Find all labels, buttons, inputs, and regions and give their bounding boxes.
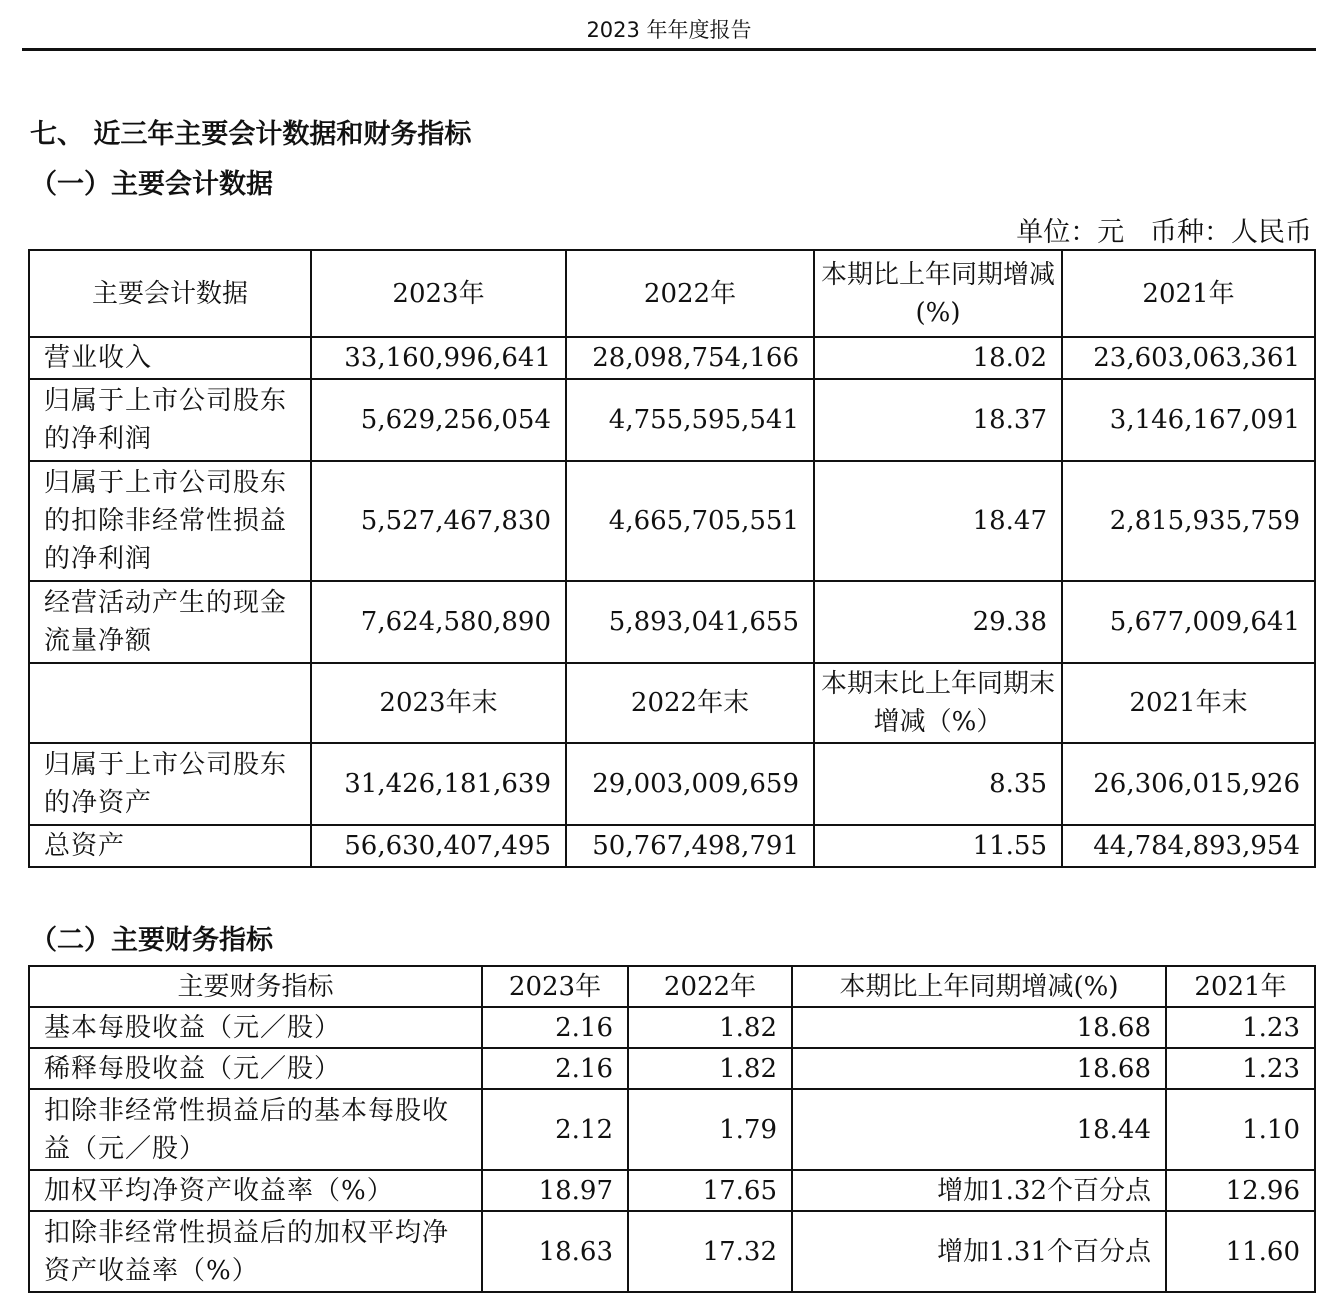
table-row xyxy=(29,1007,1315,1048)
page-header: 2023 年年度报告 xyxy=(586,18,752,42)
table-row xyxy=(29,379,1315,461)
value-cell: 18.68 xyxy=(792,1048,1166,1089)
row-label-cell: 归属于上市公司股东的净利润 xyxy=(29,379,311,461)
table-row xyxy=(29,581,1315,663)
value-cell: 2,815,935,759 xyxy=(1062,461,1315,581)
row-label-cell: 加权平均净资产收益率（%） xyxy=(29,1170,482,1211)
value-cell: 4,755,595,541 xyxy=(566,379,814,461)
value-cell: 18.68 xyxy=(792,1007,1166,1048)
value-cell: 12.96 xyxy=(1166,1170,1315,1211)
header-row xyxy=(29,966,1315,1007)
value-cell: 增加1.32个百分点 xyxy=(792,1170,1166,1211)
value-cell: 31,426,181,639 xyxy=(311,743,566,825)
main-financial-indicators-table xyxy=(28,965,1316,1293)
value-cell: 7,624,580,890 xyxy=(311,581,566,663)
value-cell: 56,630,407,495 xyxy=(311,825,566,867)
value-cell: 23,603,063,361 xyxy=(1062,337,1315,379)
value-cell: 26,306,015,926 xyxy=(1062,743,1315,825)
header-cell: 2021年 xyxy=(1062,250,1315,337)
header-cell: 2023年末 xyxy=(311,663,566,743)
row-label-cell: 总资产 xyxy=(29,825,311,867)
header-row xyxy=(29,663,1315,743)
table-row xyxy=(29,743,1315,825)
value-cell: 11.55 xyxy=(814,825,1062,867)
header-cell: 2023年 xyxy=(311,250,566,337)
value-cell: 8.35 xyxy=(814,743,1062,825)
header-cell: 本期末比上年同期末增减（%） xyxy=(814,663,1062,743)
value-cell: 28,098,754,166 xyxy=(566,337,814,379)
value-cell: 29,003,009,659 xyxy=(566,743,814,825)
value-cell: 18.63 xyxy=(482,1211,628,1292)
table-row xyxy=(29,825,1315,867)
header-cell: 主要财务指标 xyxy=(29,966,482,1007)
table-row xyxy=(29,461,1315,581)
value-cell: 50,767,498,791 xyxy=(566,825,814,867)
table-row xyxy=(29,1089,1315,1170)
value-cell: 17.32 xyxy=(628,1211,792,1292)
value-cell: 1.79 xyxy=(628,1089,792,1170)
value-cell: 1.23 xyxy=(1166,1007,1315,1048)
value-cell: 18.44 xyxy=(792,1089,1166,1170)
value-cell: 18.37 xyxy=(814,379,1062,461)
value-cell: 11.60 xyxy=(1166,1211,1315,1292)
value-cell: 2.16 xyxy=(482,1007,628,1048)
header-cell: 本期比上年同期增减(%) xyxy=(792,966,1166,1007)
header-cell: 2022年末 xyxy=(566,663,814,743)
value-cell: 5,629,256,054 xyxy=(311,379,566,461)
value-cell: 33,160,996,641 xyxy=(311,337,566,379)
header-cell: 2023年 xyxy=(482,966,628,1007)
row-label-cell: 经营活动产生的现金流量净额 xyxy=(29,581,311,663)
value-cell: 1.82 xyxy=(628,1048,792,1089)
value-cell: 18.47 xyxy=(814,461,1062,581)
value-cell: 1.10 xyxy=(1166,1089,1315,1170)
row-label-cell: 基本每股收益（元／股） xyxy=(29,1007,482,1048)
value-cell: 1.23 xyxy=(1166,1048,1315,1089)
header-cell: 2022年 xyxy=(628,966,792,1007)
table-row xyxy=(29,1048,1315,1089)
main-accounting-data-table xyxy=(28,249,1316,868)
header-cell: 2021年末 xyxy=(1062,663,1315,743)
row-label-cell: 稀释每股收益（元／股） xyxy=(29,1048,482,1089)
row-label-cell: 扣除非经常性损益后的基本每股收益（元／股） xyxy=(29,1089,482,1170)
table-row xyxy=(29,1170,1315,1211)
value-cell: 5,893,041,655 xyxy=(566,581,814,663)
header-cell xyxy=(29,663,311,743)
value-cell: 增加1.31个百分点 xyxy=(792,1211,1166,1292)
value-cell: 2.16 xyxy=(482,1048,628,1089)
header-row xyxy=(29,250,1315,337)
section-title: 七、 近三年主要会计数据和财务指标 xyxy=(30,119,472,150)
value-cell: 2.12 xyxy=(482,1089,628,1170)
row-label-cell: 归属于上市公司股东的扣除非经常性损益的净利润 xyxy=(29,461,311,581)
row-label-cell: 扣除非经常性损益后的加权平均净资产收益率（%） xyxy=(29,1211,482,1292)
value-cell: 5,527,467,830 xyxy=(311,461,566,581)
header-divider xyxy=(22,48,1316,51)
value-cell: 3,146,167,091 xyxy=(1062,379,1315,461)
value-cell: 5,677,009,641 xyxy=(1062,581,1315,663)
table-row xyxy=(29,1211,1315,1292)
subsection-title-financial-indicators: （二）主要财务指标 xyxy=(30,925,273,956)
value-cell: 1.82 xyxy=(628,1007,792,1048)
unit-note: 单位：元 币种：人民币 xyxy=(1016,217,1312,248)
header-cell: 本期比上年同期增减(%) xyxy=(814,250,1062,337)
header-cell: 主要会计数据 xyxy=(29,250,311,337)
row-label-cell: 营业收入 xyxy=(29,337,311,379)
value-cell: 4,665,705,551 xyxy=(566,461,814,581)
header-cell: 2022年 xyxy=(566,250,814,337)
row-label-cell: 归属于上市公司股东的净资产 xyxy=(29,743,311,825)
value-cell: 18.97 xyxy=(482,1170,628,1211)
value-cell: 18.02 xyxy=(814,337,1062,379)
value-cell: 17.65 xyxy=(628,1170,792,1211)
header-cell: 2021年 xyxy=(1166,966,1315,1007)
subsection-title-accounting-data: （一）主要会计数据 xyxy=(30,169,273,200)
value-cell: 29.38 xyxy=(814,581,1062,663)
value-cell: 44,784,893,954 xyxy=(1062,825,1315,867)
table-row xyxy=(29,337,1315,379)
